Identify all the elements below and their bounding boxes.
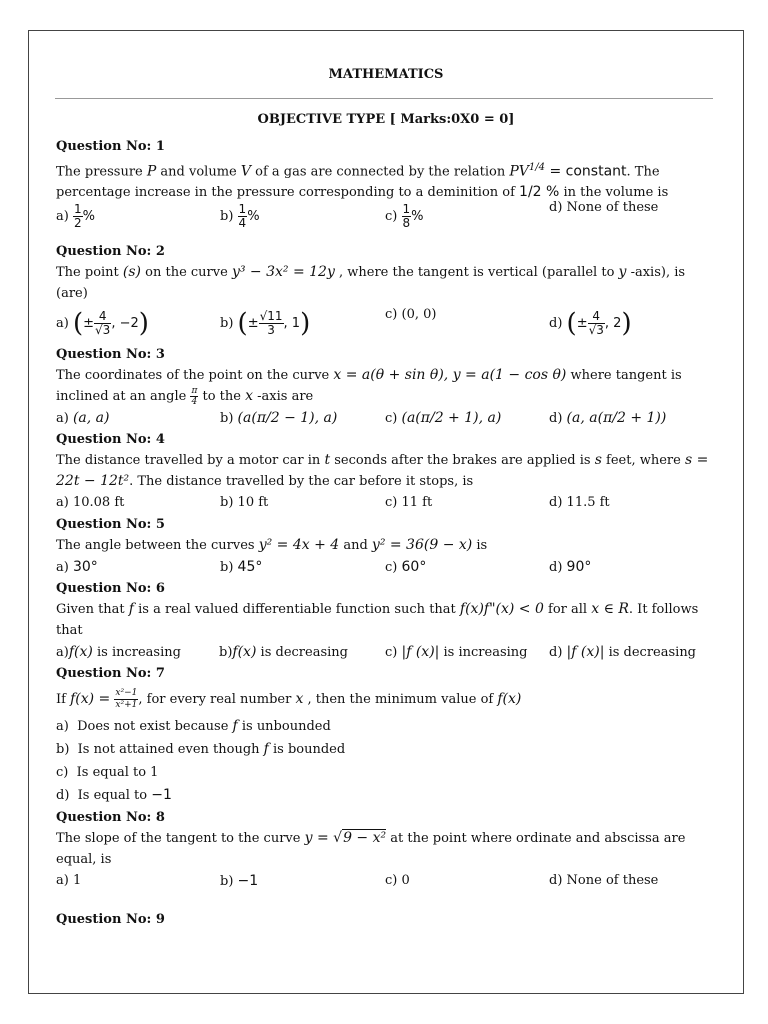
question-text: The pressure P and volume V of a gas are connected by the relation $PV^{1/4}$ = constant. The percentage increase in the pressure corresponding to a deminition of 1/2 % in the volume is: [56, 162, 669, 201]
option-b[interactable]: b) (a(π/2 − 1), a): [220, 410, 338, 427]
option-c[interactable]: c) 60°: [385, 559, 427, 576]
option-a[interactable]: a) $\frac{1}{2}$ %: [56, 202, 95, 231]
question-label: Question No: 6: [56, 581, 165, 597]
option-c[interactable]: c) (0, 0): [385, 307, 437, 323]
option-a[interactable]: a) (a, a): [56, 410, 110, 427]
option-c[interactable]: c) 11 ft: [385, 495, 433, 511]
question-label: Question No: 9: [56, 912, 165, 928]
question-text: Given that f is a real valued differentiable function such that f(x)f"(x) < 0 for all x ∈ R. It follows that: [56, 601, 699, 639]
option-c[interactable]: c) 0: [385, 873, 410, 889]
option-a[interactable]: a) Does not exist because f is unbounded: [56, 718, 331, 735]
section-title: OBJECTIVE TYPE [ Marks:0X0 = 0]: [257, 112, 515, 127]
question-label: Question No: 7: [56, 666, 165, 682]
option-b[interactable]: b) 10 ft: [220, 495, 269, 511]
question-text: The point (s) on the curve y³ − 3x² = 12y , where the tangent is vertical (parallel to y -axis), is (are): [56, 264, 686, 302]
subject-title: MATHEMATICS: [328, 67, 444, 82]
options-row: [56, 200, 716, 241]
question-paper: [28, 30, 744, 994]
question-text: If f(x) = $\frac{\text{x²−1}}{\text{x²+1}}$ , for every real number x , then the minimum value of f(x): [56, 688, 522, 711]
option-a[interactable]: a)f(x) is increasing: [56, 644, 181, 661]
option-d[interactable]: d) None of these: [549, 873, 659, 889]
option-b[interactable]: b)f(x) is decreasing: [219, 644, 348, 661]
option-d[interactable]: d) 11.5 ft: [549, 495, 610, 511]
question-label: Question No: 5: [56, 517, 165, 533]
option-b[interactable]: b) −1: [220, 873, 259, 890]
options-row: [56, 492, 716, 514]
option-a[interactable]: a) (± $\frac{4}{√3}$ , −2): [56, 308, 149, 339]
option-c[interactable]: c) |f (x)| is increasing: [385, 644, 528, 661]
options-row: [56, 304, 716, 344]
question-text: The coordinates of the point on the curve x = a(θ + sin θ), y = a(1 − cos θ) where tangent is inclined at an angle $\frac{\pi}{4}$ to the x -axis are: [56, 367, 682, 408]
question-label: Question No: 1: [56, 139, 165, 154]
option-c[interactable]: c) Is equal to 1: [56, 765, 159, 781]
option-c[interactable]: c) (a(π/2 + 1), a): [385, 410, 502, 427]
option-d[interactable]: d) 90°: [549, 559, 592, 576]
option-d[interactable]: d) None of these: [549, 200, 659, 216]
option-a[interactable]: a) 30°: [56, 559, 98, 576]
questions-list: [56, 136, 716, 930]
question-text: The slope of the tangent to the curve y = √9 − x² at the point where ordinate and abscissa are equal, is: [56, 830, 686, 868]
question-label: Question No: 4: [56, 432, 165, 448]
option-b[interactable]: b) $\frac{1}{4}$ %: [220, 202, 260, 231]
options-row: [56, 407, 716, 429]
options-row: [56, 870, 716, 892]
option-b[interactable]: b) 45°: [220, 559, 263, 576]
option-d[interactable]: d) (a, a(π/2 + 1)): [549, 410, 667, 427]
option-a[interactable]: a) 10.08 ft: [56, 495, 125, 511]
option-b[interactable]: b) Is not attained even though f is bounded: [56, 741, 346, 758]
option-a[interactable]: a) 1: [56, 873, 82, 889]
option-c[interactable]: c) $\frac{1}{8}$ %: [385, 202, 424, 231]
option-d[interactable]: d) Is equal to −1: [56, 787, 172, 804]
question-text: The angle between the curves y² = 4x + 4 and y² = 36(9 − x) is: [56, 537, 488, 554]
question-label: Question No: 3: [56, 347, 165, 363]
options-row: [56, 556, 716, 578]
divider: [55, 98, 713, 99]
question-label: Question No: 2: [56, 244, 165, 260]
question-text: The distance travelled by a motor car in t seconds after the brakes are applied is s feet, where s = 22t − 12t². The distance travelled by the car before it stops, is: [56, 452, 709, 490]
option-d[interactable]: d) (± $\frac{4}{√3}$ , 2): [549, 308, 632, 339]
options-row: [56, 641, 716, 663]
question-label: Question No: 8: [56, 810, 165, 826]
option-b[interactable]: b) (± $\frac{√11}{3}$ , 1): [220, 308, 311, 339]
option-d[interactable]: d) |f (x)| is decreasing: [549, 644, 697, 661]
